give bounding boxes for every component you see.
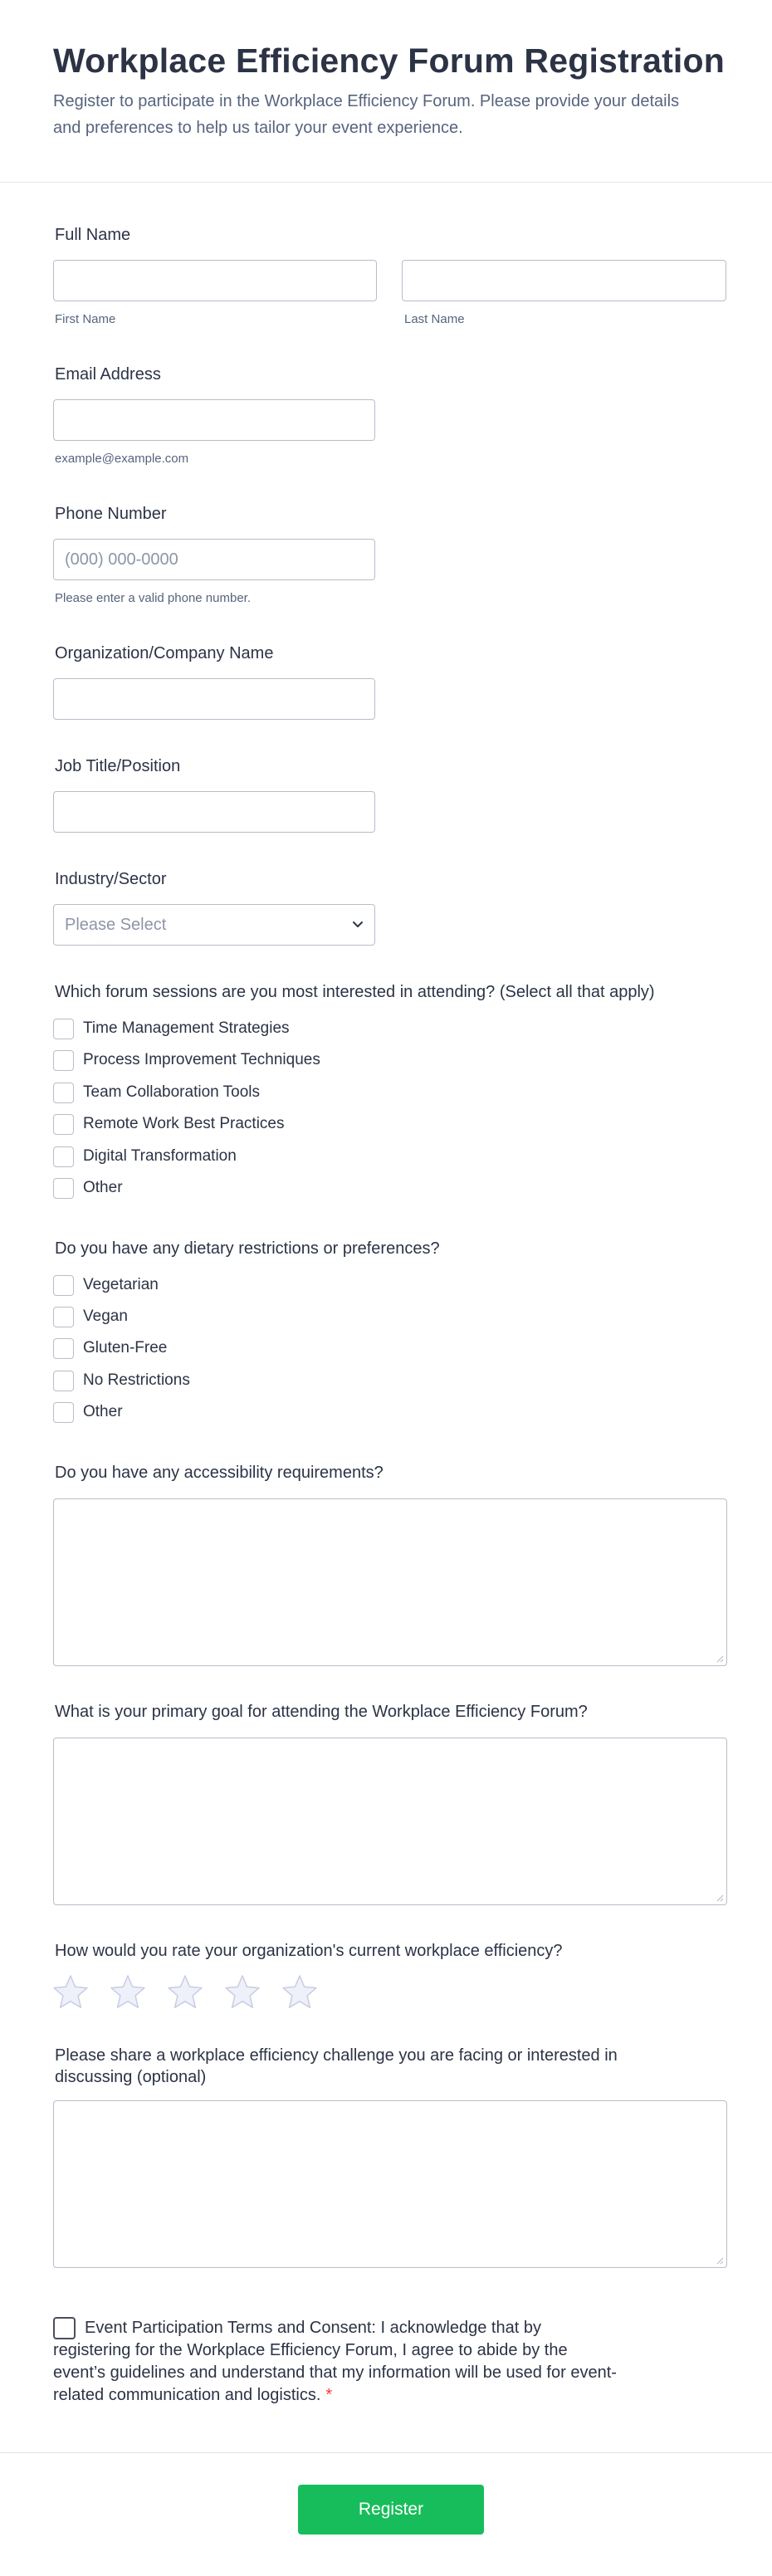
page-title: Workplace Efficiency Forum Registration <box>53 42 726 80</box>
accessibility-label: Do you have any accessibility requirements? <box>55 1464 384 1482</box>
session-option-label: Other <box>83 1179 123 1196</box>
footer-divider <box>0 2452 772 2453</box>
email-input[interactable] <box>53 399 375 441</box>
dietary-option-label: Vegan <box>83 1308 128 1325</box>
resize-handle-icon[interactable] <box>716 2256 724 2265</box>
checkbox[interactable] <box>53 1178 74 1199</box>
session-option-label: Team Collaboration Tools <box>83 1083 260 1101</box>
last-name-input[interactable] <box>402 260 726 301</box>
checkbox[interactable] <box>53 1402 74 1423</box>
checkbox[interactable] <box>53 1338 74 1359</box>
first-name-input[interactable] <box>53 260 377 301</box>
resize-handle-icon[interactable] <box>716 1655 724 1663</box>
dietary-option[interactable] <box>53 1306 128 1327</box>
consent-text: Event Participation Terms and Consent: I acknowledge that by registering for the Workplace Efficiency Forum, I agree to abide by the event’s guidelines and understand that my information will be used for event-related communication and logistics. <box>53 2319 617 2404</box>
checkbox[interactable] <box>53 1371 74 1391</box>
form-header <box>0 0 772 183</box>
checkbox[interactable] <box>53 1114 74 1135</box>
star-icon[interactable] <box>166 1973 204 2011</box>
phone-input[interactable] <box>53 539 375 580</box>
required-mark: * <box>325 2386 333 2404</box>
session-option[interactable] <box>53 1018 290 1039</box>
organization-input[interactable] <box>53 678 375 720</box>
email-label: Email Address <box>55 365 161 384</box>
resize-handle-icon[interactable] <box>716 1894 724 1902</box>
dietary-option-label: Vegetarian <box>83 1276 159 1293</box>
consent-label <box>53 2317 618 2407</box>
accessibility-textarea[interactable] <box>53 1498 727 1666</box>
industry-label: Industry/Sector <box>55 870 167 888</box>
session-option[interactable] <box>53 1146 237 1167</box>
first-name-sublabel: First Name <box>55 312 116 326</box>
session-option[interactable] <box>53 1049 320 1071</box>
job-title-input[interactable] <box>53 791 375 833</box>
page-subtitle: Register to participate in the Workplace Efficiency Forum. Please provide your details and preferences to help us tailor your event experience. <box>53 92 680 137</box>
rating-label: How would you rate your organization's current workplace efficiency? <box>55 1942 563 1960</box>
last-name-sublabel: Last Name <box>404 312 465 326</box>
checkbox[interactable] <box>53 1083 74 1103</box>
session-option-label: Time Management Strategies <box>83 1019 290 1037</box>
session-option[interactable] <box>53 1113 285 1135</box>
register-button[interactable]: Register <box>298 2485 484 2534</box>
checkbox[interactable] <box>53 1275 74 1296</box>
dietary-option-label: Gluten-Free <box>83 1339 168 1356</box>
checkbox[interactable] <box>53 1307 74 1327</box>
full-name-label: Full Name <box>55 226 131 244</box>
job-title-label: Job Title/Position <box>55 757 181 775</box>
dietary-option[interactable] <box>53 1401 123 1423</box>
dietary-label: Do you have any dietary restrictions or preferences? <box>55 1239 440 1258</box>
challenge-label: Please share a workplace efficiency challenge you are facing or interested in discussing (optional) <box>55 2046 618 2086</box>
dietary-option[interactable] <box>53 1337 167 1359</box>
challenge-textarea[interactable] <box>53 2100 727 2268</box>
industry-select[interactable] <box>53 904 375 946</box>
session-option-label: Process Improvement Techniques <box>83 1051 320 1068</box>
session-option[interactable] <box>53 1177 123 1199</box>
session-option-label: Digital Transformation <box>83 1147 237 1165</box>
star-icon[interactable] <box>223 1973 261 2011</box>
checkbox[interactable] <box>53 1019 74 1039</box>
phone-sublabel: Please enter a valid phone number. <box>55 591 251 605</box>
goal-label: What is your primary goal for attending the Workplace Efficiency Forum? <box>55 1703 588 1721</box>
email-sublabel: example@example.com <box>55 452 189 466</box>
sessions-label: Which forum sessions are you most interested in attending? (Select all that apply) <box>55 983 655 1001</box>
checkbox[interactable] <box>53 1146 74 1167</box>
dietary-option[interactable] <box>53 1370 190 1391</box>
session-option[interactable] <box>53 1082 260 1103</box>
checkbox[interactable] <box>53 1050 74 1071</box>
session-option-label: Remote Work Best Practices <box>83 1115 285 1132</box>
chevron-down-icon <box>351 917 364 931</box>
goal-textarea[interactable] <box>53 1738 727 1905</box>
organization-label: Organization/Company Name <box>55 644 274 662</box>
phone-label: Phone Number <box>55 505 167 523</box>
star-icon[interactable] <box>281 1973 319 2011</box>
dietary-option-label: No Restrictions <box>83 1371 190 1389</box>
dietary-option-label: Other <box>83 1403 123 1420</box>
industry-select-value: Please Select <box>65 916 167 934</box>
star-icon[interactable] <box>109 1973 147 2011</box>
dietary-option[interactable] <box>53 1274 159 1296</box>
star-icon[interactable] <box>51 1973 90 2011</box>
